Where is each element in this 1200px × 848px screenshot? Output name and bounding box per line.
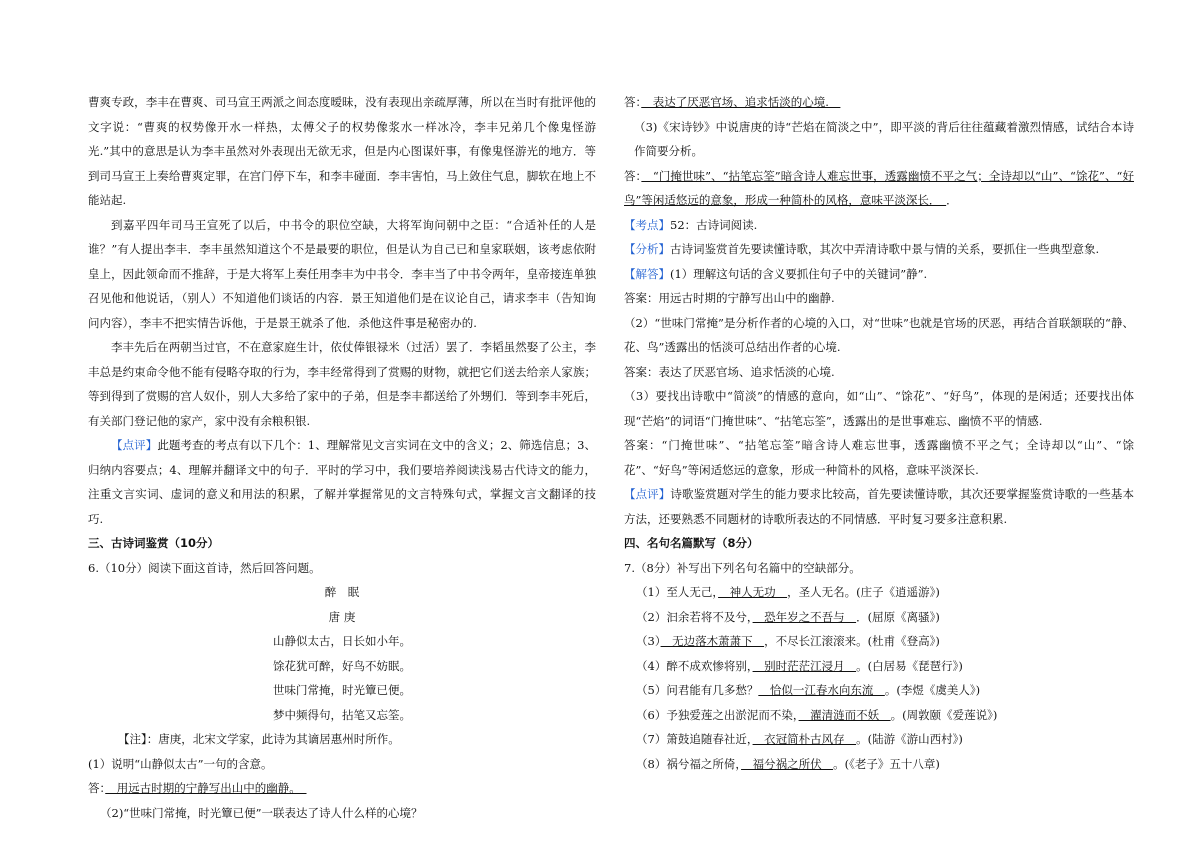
dictation-prompt: （7）箫鼓追随春社近， (636, 732, 753, 746)
fenxi-tag: 【分析】 (624, 242, 670, 256)
dictation-answer: 濯清涟而不妖 (798, 707, 891, 722)
dictation-source: ，不尽长江滚滚来。(杜甫《登高》) (764, 634, 940, 648)
dictation-source: 。(李煜《虞美人》) (884, 683, 981, 697)
dictation-answer: 恐年岁之不吾与 (752, 609, 857, 624)
dianping-tag: 【点评】 (624, 487, 671, 501)
comment-tag: 【点评】 (111, 438, 158, 452)
dictation-answer: 无边落木萧萧下 (660, 634, 765, 648)
dictation-item-7 (624, 727, 1134, 752)
kaodian-text: 52：古诗词阅读. (670, 217, 758, 232)
dictation-answer: 恰似一江春水向东流 (758, 683, 885, 697)
dictation-prompt: （1）至人无己， (636, 585, 719, 599)
dianping-text: 诗歌鉴赏题对学生的能力要求比较高，首先要读懂诗歌，其次还要掌握鉴赏诗歌的一些基本方法，还要熟悉不同题材的诗歌所表达的不同情感．平时复习要多注意积累. (624, 487, 1134, 526)
answer-label: 答： (624, 168, 642, 183)
dictation-item-8 (624, 752, 1134, 777)
dictation-prompt: （4）醉不成欢惨将别， (636, 658, 753, 673)
dictation-prompt: （3） (636, 634, 661, 648)
poem-line-1: 山静似太古，日长如小年。 (273, 634, 411, 648)
answer-6-2 (624, 90, 1134, 115)
poem-title: 醉 眠 (324, 585, 360, 599)
dictation-source: ，圣人无名。(庄子《逍遥游》) (787, 585, 940, 599)
solution-answer-3: 答案：“门掩世味”、“拈笔忘筌”暗含诗人难忘世事，透露幽愤不平之气；全诗却以“山”、“馀花”、“好鸟”等闲适悠远的意象，形成一种简朴的风格，意味平淡深长. (624, 438, 1134, 477)
question-6-1: (1）说明“山静似太古”一句的含意。 (88, 756, 273, 771)
dictation-item-3 (624, 629, 1134, 654)
dictation-source: 。(白居易《琵琶行》) (856, 658, 963, 673)
translation-paragraph-3: 李丰先后在两朝当过官，不在意家庭生计，依仗俸银禄米（过活）罢了．李韬虽然娶了公主，李丰总是约束命令他不能有侵略夺取的行为，李丰经常得到了赏赐的财物，就把它们送去给亲人家族；等到得到了赏赐的宫人奴仆，别人大多给了家中的子弟，但是李丰都送给了外甥们．等到李丰死后，有关部门登记他的家产，家中没有余粮积银. (88, 340, 596, 428)
answer-6-2-text: 表达了厌恶官场、追求恬淡的心境. (641, 95, 841, 109)
answer-6-3-text: “门掩世味”、“拈笔忘筌”暗含诗人难忘世事，透露幽愤不平之气；全诗却以“山”、“馀花”、“好鸟”等闲适悠远的意象，形成一种简朴的风格，意味平淡深长． (624, 168, 1134, 207)
dictation-item-6 (624, 703, 1134, 728)
comment-text: 此题考查的考点有以下几个：1、理解常见文言实词在文中的含义；2、筛选信息；3、归纳内容要点；4、理解并翻译文中的句子．平时的学习中，我们要培养阅读浅易古代诗文的能力，注重文言实词、虚词的意义和用法的积累，了解并掌握常见的文言特殊句式，掌握文言文翻译的技巧. (88, 438, 597, 526)
dictation-answer: 神人无功 (718, 585, 788, 599)
dictation-source: 。(《老子》五十八章) (833, 756, 940, 771)
solution-paragraph-2: （2）“世味门常掩”是分析作者的心境的入口，对“世味”也就是官场的厌恶，再结合首联颔联的“静、花、鸟”透露出的恬淡可总结出作者的心境. (624, 315, 1134, 354)
dictation-answer: 别时茫茫江浸月 (752, 658, 857, 673)
solution-answer-2: 答案：表达了厌恶官场、追求恬淡的心境. (624, 364, 835, 379)
solution-answer-1: 答案：用远古时期的宁静写出山中的幽静. (624, 291, 835, 305)
jieda-tag: 【解答】 (624, 266, 670, 281)
dianping-paragraph (624, 482, 1134, 531)
poem-line-3: 世味门常掩，时光簟已便。 (273, 683, 411, 697)
dictation-item-1 (624, 580, 1134, 605)
right-column (624, 90, 1134, 776)
dictation-prompt: （2）汩余若将不及兮， (636, 609, 753, 624)
answer-6-3-end: ． (946, 193, 958, 207)
jieda-paragraph (624, 262, 1134, 287)
poem-author: 唐 庚 (328, 609, 356, 624)
dictation-prompt: （6）予独爱莲之出淤泥而不染， (636, 707, 799, 722)
fenxi-paragraph (624, 237, 1134, 262)
answer-label: 答： (88, 781, 106, 795)
dictation-source: 。(陆游《游山西村》) (856, 732, 963, 746)
answer-6-1 (88, 776, 596, 801)
poem-line-4: 梦中频得句，拈笔又忘筌。 (273, 707, 411, 722)
dictation-source: ．(屈原《离骚》) (856, 609, 940, 624)
dictation-answer: 福兮祸之所伏 (741, 756, 834, 771)
dictation-item-5 (624, 678, 1134, 703)
dictation-item-2 (624, 605, 1134, 630)
translation-paragraph-2: 到嘉平四年司马王宣死了以后，中书令的职位空缺，大将军询问朝中之臣：“合适补任的人是谁？”有人提出李丰．李丰虽然知道这个不是最要的职位，但是认为自己已和皇家联姻，该考虑依附皇上，因此领命而不推辞，于是大将军上奏任用李丰为中书令．李丰当了中书令两年，皇帝接连单独召见他和他说话，（别人）不知道他们谈话的内容．景王知道他们是在议论自己，请求李丰（告知询问内容），李丰不把实情告诉他，于是景王就杀了他．杀他这件事是秘密办的. (88, 217, 596, 330)
comment-paragraph (88, 433, 596, 531)
jieda-text-1: (1）理解这句话的含义要抓住句子中的关键词”静”. (670, 266, 928, 281)
dictation-answer: 衣冠简朴古风存 (752, 732, 857, 746)
question-6: 6.（10分）阅读下面这首诗，然后回答问题。 (88, 560, 321, 575)
kaodian-paragraph (624, 213, 1134, 238)
question-6-3: （3)《宋诗钞》中说唐庚的诗“芒焰在简淡之中”，即平淡的背后往往蕴藏着激烈情感，试结合本诗作简要分析。 (634, 119, 1134, 158)
poem-line-2: 馀花犹可醉，好鸟不妨眠。 (273, 658, 411, 673)
kaodian-tag: 【考点】 (624, 217, 670, 232)
dictation-item-4 (624, 654, 1134, 679)
answer-6-1-text: 用远古时期的宁静写出山中的幽静。 (105, 781, 307, 795)
question-7: 7.（8分）补写出下列名句名篇中的空缺部分。 (624, 560, 861, 575)
dictation-source: 。(周敦颐《爱莲说》) (890, 707, 998, 722)
section-4-heading: 四、名句名篇默写（8分） (624, 536, 759, 550)
poem-note: 【注】：唐庚，北宋文学家，此诗为其谪居惠州时所作。 (118, 732, 400, 746)
left-column (88, 90, 596, 825)
answer-label: 答： (624, 95, 642, 109)
dictation-prompt: （5）问君能有几多愁？ (636, 683, 759, 697)
answer-6-3 (624, 164, 1134, 213)
section-3-heading: 三、古诗词鉴赏（10分） (88, 536, 220, 550)
question-6-2: （2)“世味门常掩，时光簟已便”一联表达了诗人什么样的心境？ (100, 805, 423, 820)
dictation-prompt: （8）祸兮福之所倚， (636, 756, 742, 771)
fenxi-text: 古诗词鉴赏首先要读懂诗歌，其次中弄清诗歌中景与情的关系，要抓住一些典型意象. (670, 242, 1100, 256)
translation-paragraph-1: 曹爽专政，李丰在曹爽、司马宣王两派之间态度暧昧，没有表现出亲疏厚薄，所以在当时有批评他的文字说：“曹爽的权势像开水一样热，太傅父子的权势像浆水一样冰冷，李丰兄弟几个像鬼怪游光.”其中的意思是认为李丰虽然对外表现出无欲无求，但是内心图谋奸事，有像鬼怪游光的地方．等到司马宣王上奏给曹爽定罪，在宫门停下车，和李丰碰面．李丰害怕，马上敛住气息，脚软在地上不能站起. (88, 95, 596, 207)
solution-paragraph-3: （3）要找出诗歌中“简淡”的情感的意向，如“山”、“馀花”、“好鸟”，体现的是闲适；还要找出体现“芒焰”的词语“门掩世味”、“拈笔忘筌”，透露出的是世事难忘、幽愤不平的情感. (624, 389, 1134, 428)
